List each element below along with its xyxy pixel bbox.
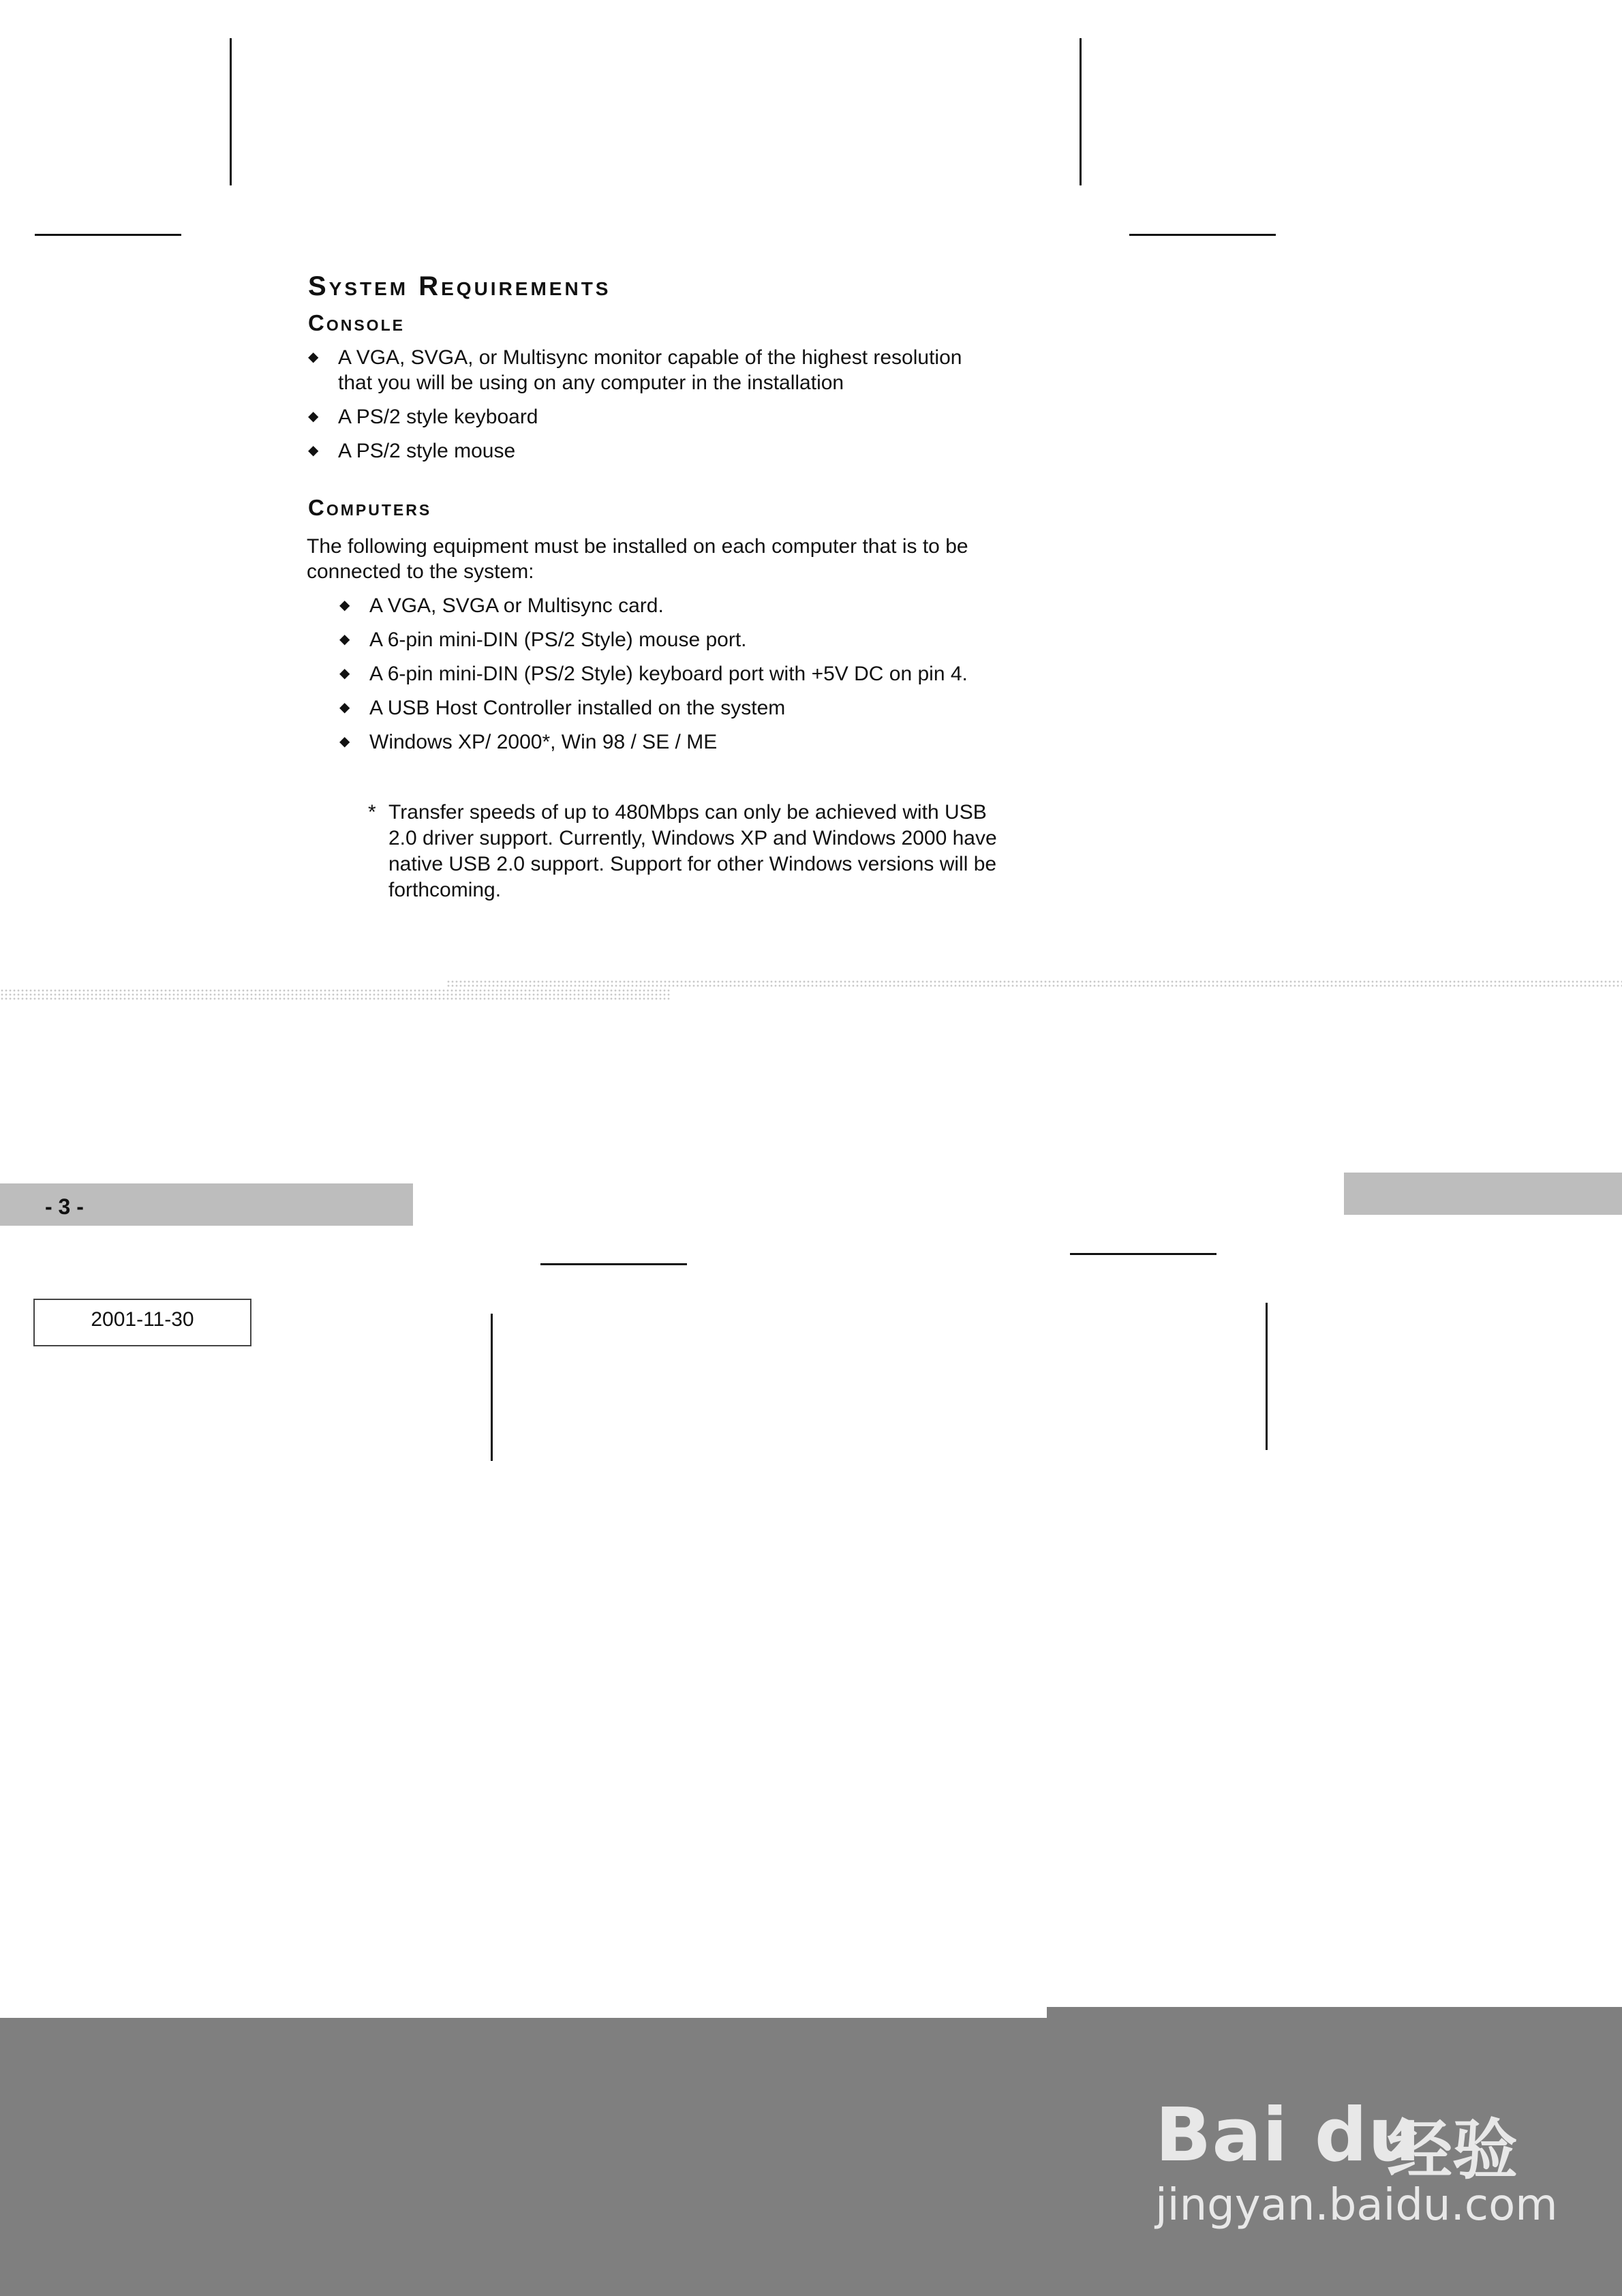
crop-mark-vertical [230,38,232,185]
list-item: ◆ A PS/2 style keyboard [308,406,538,428]
crop-mark-vertical [1266,1303,1268,1450]
dotted-divider [0,988,671,1001]
bullet-icon: ◆ [308,350,319,365]
crop-mark-horizontal [35,234,181,236]
list-item: ◆ Windows XP/ 2000*, Win 98 / SE / ME [339,731,718,753]
crop-mark-vertical [491,1314,493,1461]
section-heading-console: Console [308,310,405,335]
bullet-icon: ◆ [339,666,350,681]
dotted-divider [446,980,1622,988]
computers-list [339,593,994,764]
watermark-logo-cn: 经验 [1387,2112,1518,2188]
computers-intro: The following equipment must be installed on each computer that is to be connected to the system: [307,535,968,583]
crop-mark-vertical [1080,38,1082,185]
bullet-icon: ◆ [308,443,319,458]
crop-mark-horizontal [540,1263,687,1265]
bullet-icon: ◆ [339,734,350,749]
bullet-icon: ◆ [339,598,350,613]
bullet-icon: ◆ [339,700,350,715]
footnote [368,800,1002,903]
crop-mark-horizontal [1129,234,1276,236]
page-title: System Requirements [308,271,611,301]
console-list [308,345,990,472]
list-item: ◆ A VGA, SVGA or Multisync card. [339,594,664,617]
footnote-text: Transfer speeds of up to 480Mbps can only be achieved with USB 2.0 driver support. Currently, Windows XP and Windows 2000 have native USB 2.0 support. Support for other Windows versions will be forthcoming. [388,801,997,901]
bullet-icon: ◆ [308,409,319,424]
list-item: ◆ A USB Host Controller installed on the system [339,697,786,719]
list-item: ◆ A VGA, SVGA, or Multisync monitor capable of the highest resolution that you will be using on any computer in the installation [308,346,962,394]
list-item: ◆ A 6-pin mini-DIN (PS/2 Style) keyboard port with +5V DC on pin 4. [339,663,968,685]
page-number: - 3 - [45,1194,84,1219]
date-stamp: 2001-11-30 [33,1299,251,1346]
list-item: ◆ A 6-pin mini-DIN (PS/2 Style) mouse port. [339,629,747,651]
section-heading-computers: Computers [308,495,432,520]
page-number-bar [1344,1173,1622,1215]
bullet-icon: ◆ [339,632,350,647]
watermark-url: jingyan.baidu.com [1155,2180,1558,2231]
crop-mark-horizontal [1070,1253,1216,1255]
list-item: ◆ A PS/2 style mouse [308,440,516,462]
watermark-logo: Bai du [1155,2093,1422,2178]
footnote-marker: * [368,801,376,824]
